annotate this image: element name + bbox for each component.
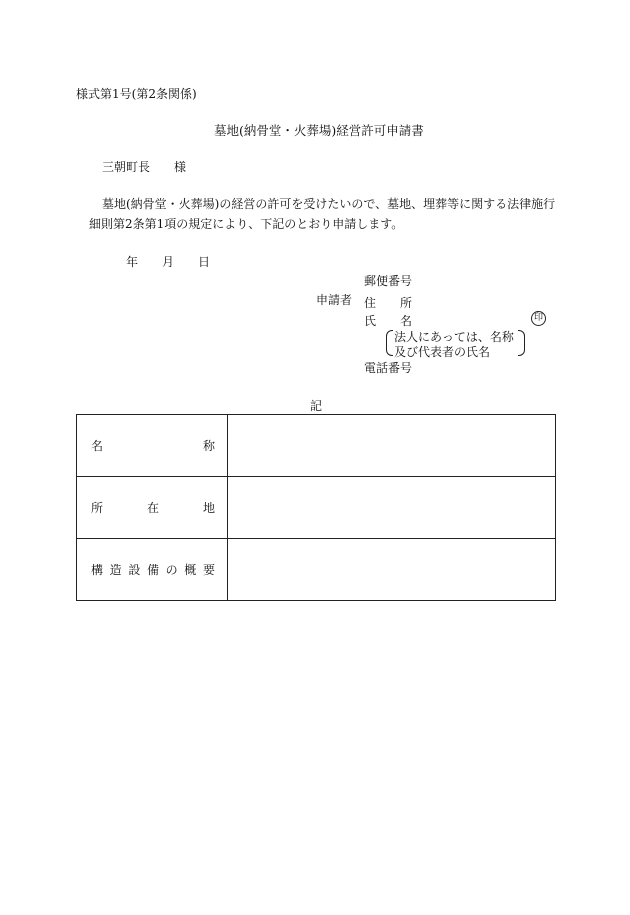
document-title: 墓地(納骨堂・火葬場)経営許可申請書	[214, 123, 424, 138]
address-label	[364, 294, 412, 311]
date-month: 月	[162, 255, 175, 269]
date-day: 日	[198, 255, 211, 269]
row-label-char: 備	[146, 563, 159, 577]
row-label-cell	[77, 415, 228, 477]
name-label-char: 名	[399, 314, 412, 328]
ki-label: 記	[310, 399, 323, 413]
row-label-char: 所	[91, 501, 104, 515]
row-label-char: 名	[91, 439, 104, 453]
row-label-cell	[77, 539, 228, 601]
phone-label: 電話番号	[364, 361, 413, 375]
row-label-char: 概	[184, 563, 197, 577]
bracket-right	[518, 330, 525, 356]
postal-code-label: 郵便番号	[364, 274, 413, 288]
address-label-char: 所	[399, 296, 412, 310]
row-value-cell[interactable]	[228, 477, 556, 539]
corporate-note-line-1: 法人にあっては、名称	[394, 330, 514, 344]
row-label-char: 設	[128, 563, 141, 577]
address-label-char: 住	[364, 296, 377, 310]
table-row	[77, 539, 556, 601]
name-label	[364, 312, 412, 329]
row-label-char: 称	[202, 439, 215, 453]
body-text-line-2: 細則第2条第1項の規定により、下記のとおり申請します。	[89, 217, 404, 231]
date-year: 年	[126, 255, 139, 269]
row-label-char: 在	[146, 501, 159, 515]
row-label-char: 造	[109, 563, 122, 577]
seal-mark: 印	[531, 311, 546, 326]
applicant-label: 申請者	[316, 293, 353, 307]
row-label-location	[77, 499, 227, 516]
row-label-char: 要	[202, 563, 215, 577]
addressee-honorific: 様	[174, 160, 187, 174]
table-row	[77, 415, 556, 477]
row-label-char: の	[165, 563, 178, 577]
form-number: 様式第1号(第2条関係)	[76, 87, 197, 101]
table-row	[77, 477, 556, 539]
bracket-left	[386, 330, 393, 356]
corporate-note-line-2: 及び代表者の氏名	[394, 345, 491, 359]
details-table	[76, 414, 556, 601]
row-label-char: 地	[202, 501, 215, 515]
row-value-cell[interactable]	[228, 539, 556, 601]
row-label-char: 構	[91, 563, 104, 577]
addressee-name: 三朝町長	[102, 160, 151, 174]
row-label-structure	[77, 561, 227, 578]
row-label-cell	[77, 477, 228, 539]
row-label-name	[77, 437, 227, 454]
row-value-cell[interactable]	[228, 415, 556, 477]
name-label-char: 氏	[364, 314, 377, 328]
body-text-line-1: 墓地(納骨堂・火葬場)の経営の許可を受けたいので、墓地、埋葬等に関する法律施行	[102, 197, 556, 211]
